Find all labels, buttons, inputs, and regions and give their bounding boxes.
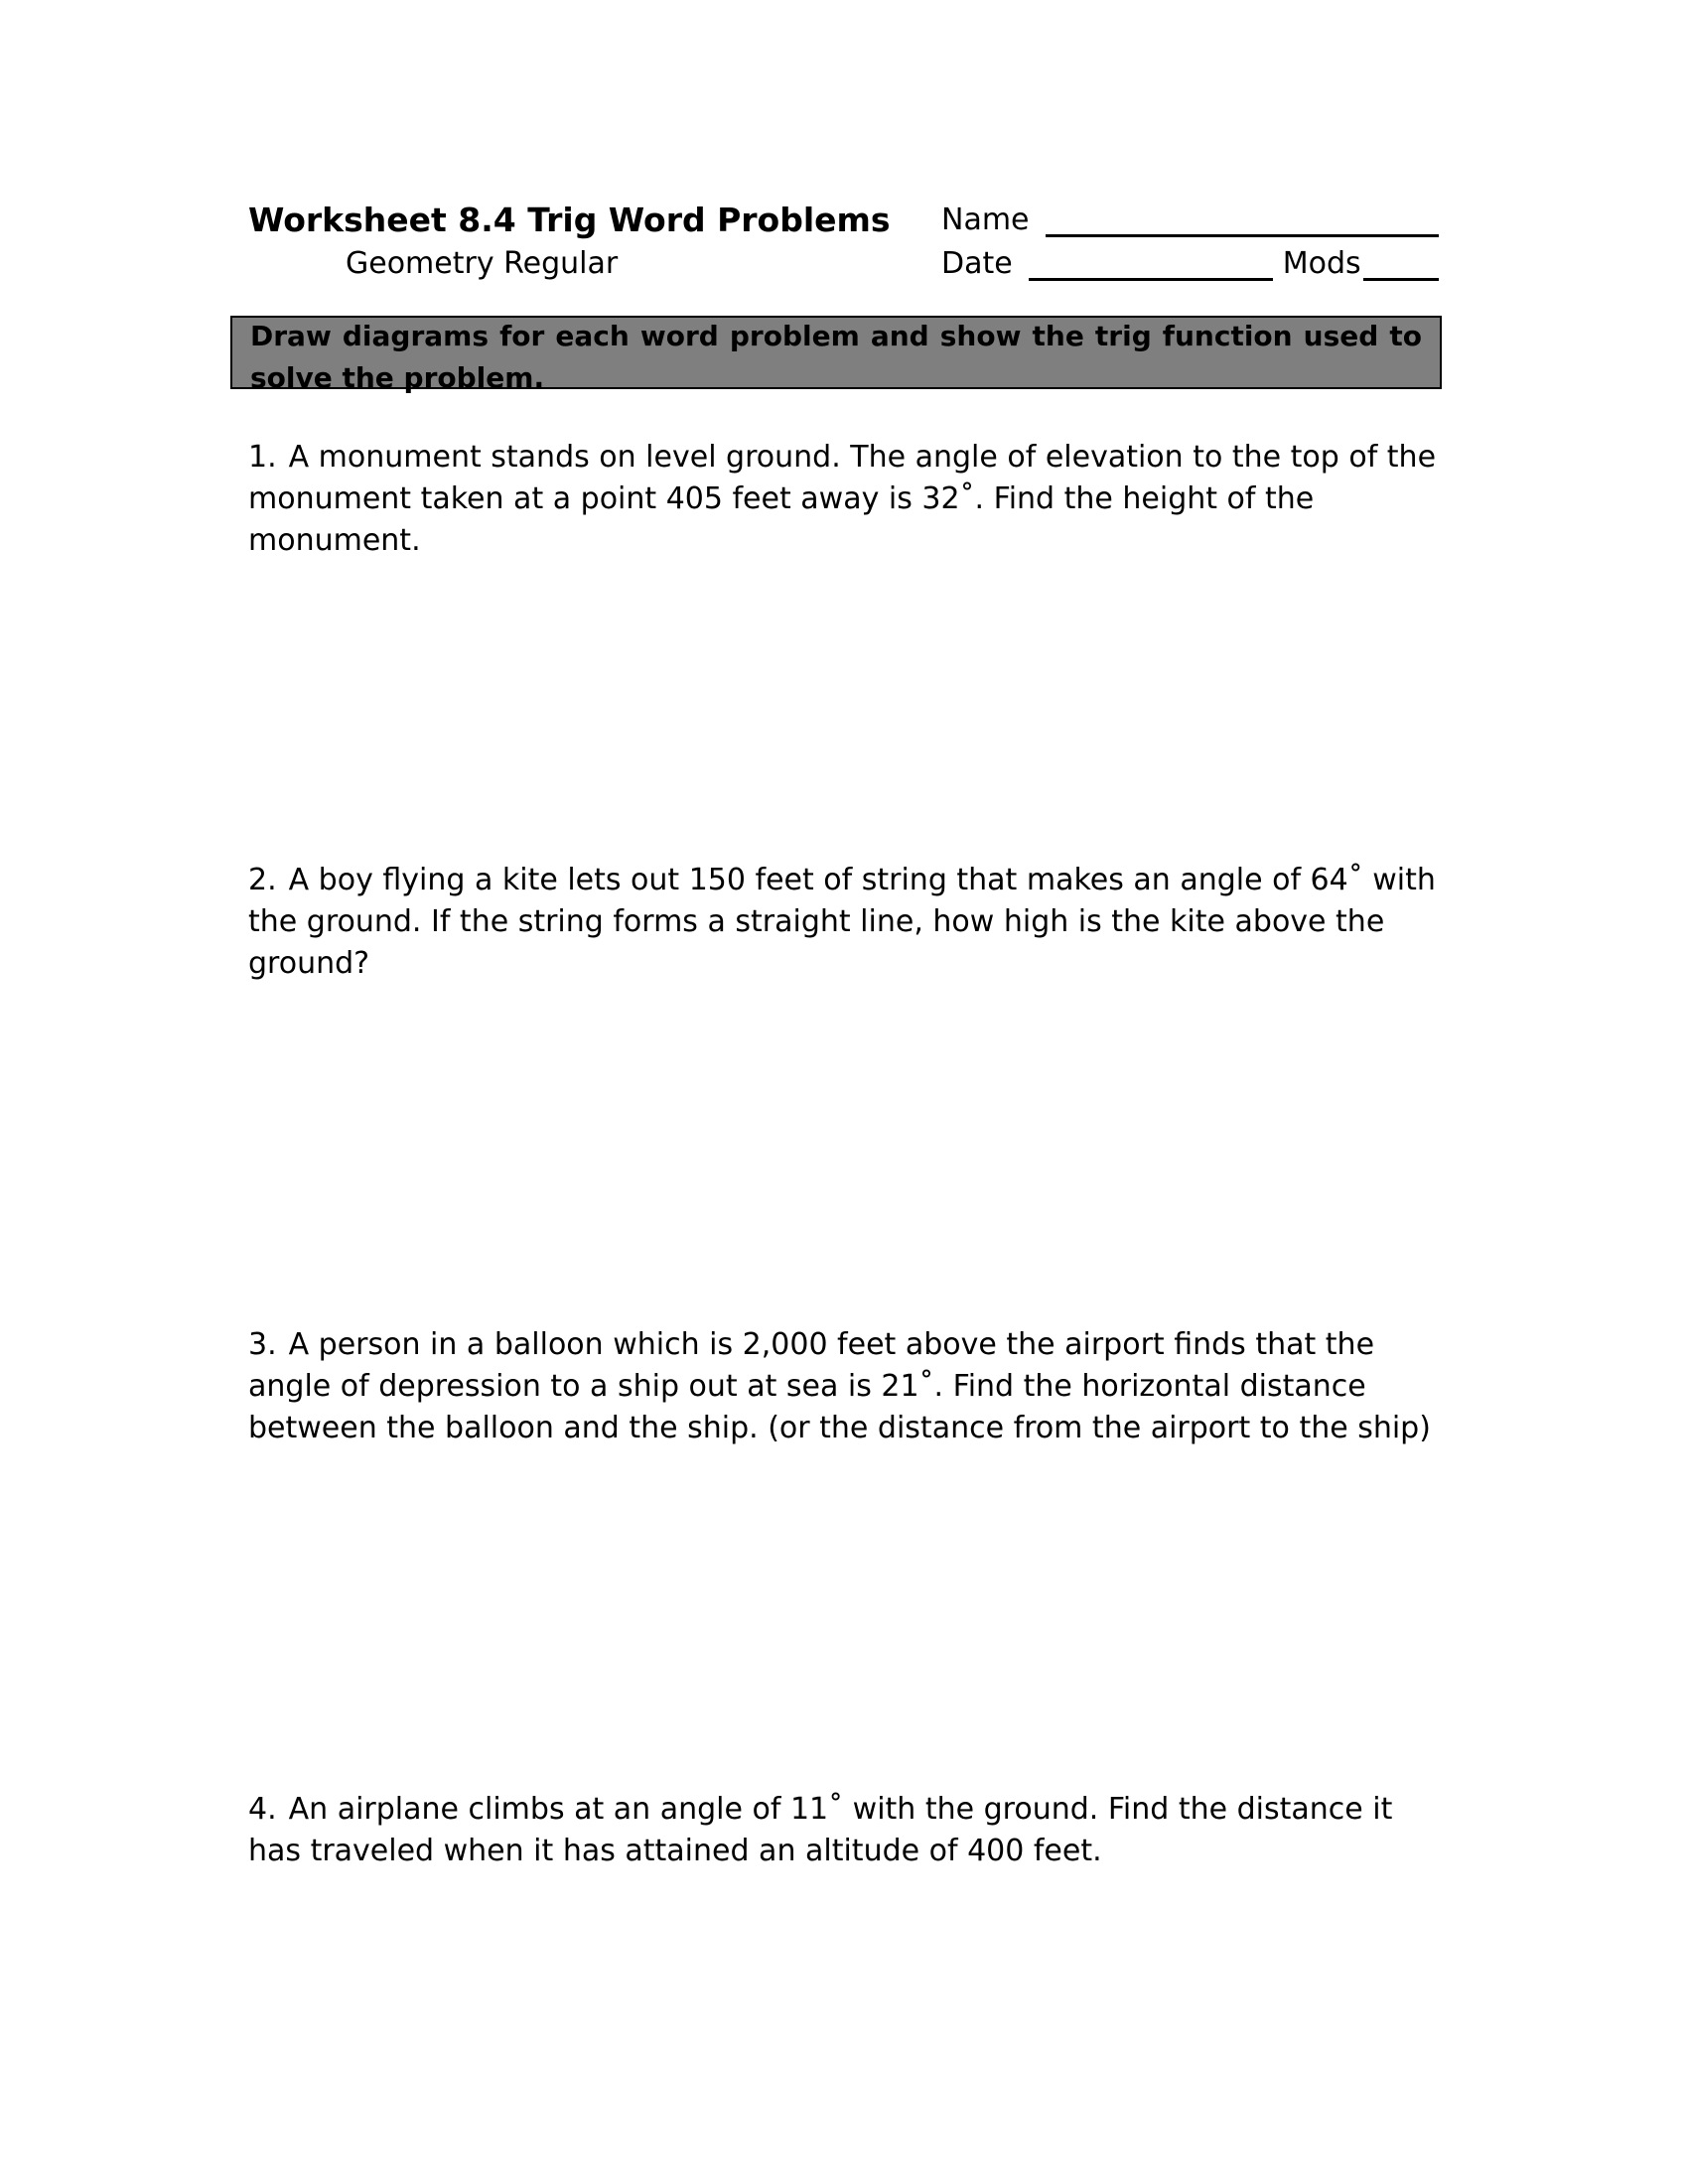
date-label: Date [941, 246, 1013, 281]
date-blank-line[interactable] [1029, 248, 1273, 281]
problem-2 [248, 860, 1450, 985]
problem-number: 3. [248, 1327, 277, 1362]
problem-1 [248, 437, 1450, 562]
mods-label: Mods [1282, 246, 1361, 281]
problem-number: 1. [248, 440, 277, 475]
name-blank-line[interactable] [1046, 205, 1439, 237]
worksheet-title: Worksheet 8.4 Trig Word Problems [248, 201, 891, 239]
instruction-box [230, 316, 1442, 394]
instruction-text: Draw diagrams for each word problem and show the trig function used to solve the problem. [250, 320, 1422, 394]
mods-blank-line[interactable] [1363, 248, 1439, 281]
problem-3 [248, 1324, 1450, 1449]
problem-number: 4. [248, 1792, 277, 1827]
name-label: Name [941, 203, 1030, 237]
problem-text: A person in a balloon which is 2,000 feet above the airport finds that the angle of depression to a ship out at sea is 21˚. Find the horizontal distance between the balloon and the ship. (or the distance from the airport to the ship) [248, 1327, 1431, 1445]
problem-number: 2. [248, 863, 277, 897]
problem-text: An airplane climbs at an angle of 11˚ with the ground. Find the distance it has traveled when it has attained an altitude of 400 feet. [248, 1792, 1393, 1868]
problem-text: A boy flying a kite lets out 150 feet of string that makes an angle of 64˚ with the ground. If the string forms a straight line, how high is the kite above the ground? [248, 863, 1436, 981]
problem-text: A monument stands on level ground. The angle of elevation to the top of the monument taken at a point 405 feet away is 32˚. Find the height of the monument. [248, 440, 1437, 558]
course-subtitle: Geometry Regular [346, 246, 619, 281]
name-field-row [941, 203, 1439, 237]
date-mods-field-row [941, 246, 1439, 281]
problem-4 [248, 1789, 1450, 1872]
